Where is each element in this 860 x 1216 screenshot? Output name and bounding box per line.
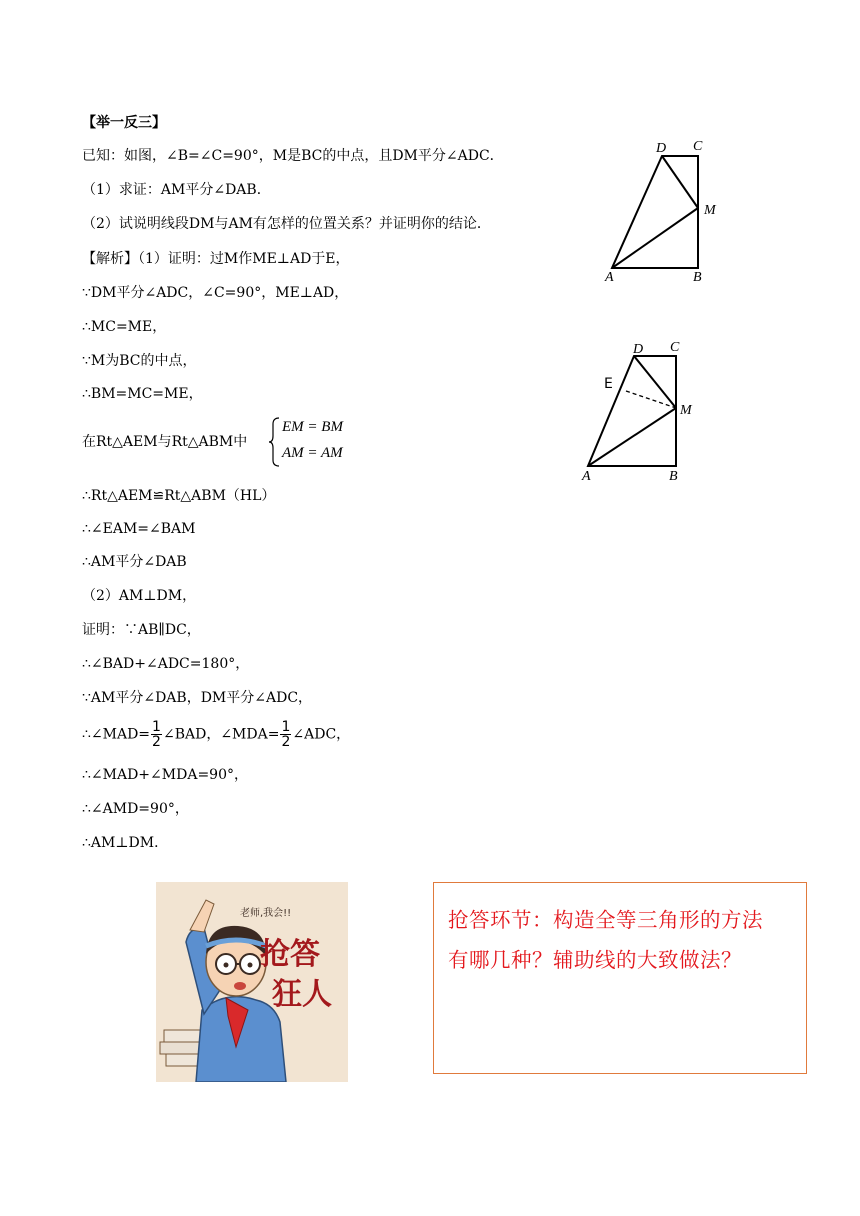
- fraction: [151, 720, 162, 749]
- section-heading: 【举一反三】: [82, 115, 166, 131]
- solution-line: ∴∠MAD+∠MDA=90°，: [82, 767, 248, 783]
- question-1: （1）求证：AM平分∠DAB．: [82, 182, 271, 198]
- solution-line: ∴∠EAM=∠BAM: [82, 521, 196, 537]
- solution-line: ∴∠BAD+∠ADC=180°，: [82, 656, 250, 672]
- label-b: B: [693, 270, 702, 285]
- solution-line-fraction: [82, 720, 350, 749]
- trapezoid-abcd: [588, 356, 676, 466]
- text-segment: ∴∠MAD=: [82, 726, 151, 743]
- label-d: D: [633, 342, 644, 357]
- cartoon-big-text-2: 狂人: [272, 977, 332, 1012]
- label-m: M: [704, 203, 716, 218]
- solution-line: ∵DM平分∠ADC，∠C=90°，ME⊥AD，: [82, 285, 349, 301]
- brace-icon: [268, 416, 282, 468]
- fraction-numerator: 1: [281, 719, 291, 735]
- solution-line: ∵M为BC的中点，: [82, 353, 197, 369]
- question-2: （2）试说明线段DM与AM有怎样的位置关系？并证明你的结论．: [82, 216, 491, 232]
- trapezoid-abcd: [612, 156, 698, 268]
- solution-line: ∴AM平分∠DAB: [82, 554, 187, 570]
- solution-line: 在Rt△AEM与Rt△ABM中: [82, 434, 248, 450]
- label-a: A: [582, 469, 591, 484]
- equation-2: AM = AM: [282, 445, 343, 461]
- cartoon-boy-icon: [156, 882, 348, 1082]
- problem-given: 已知：如图，∠B=∠C=90°，M是BC的中点，且DM平分∠ADC．: [82, 148, 504, 164]
- fraction-denominator: 2: [152, 734, 161, 750]
- solution-line: 【解析】（1）证明：过M作ME⊥AD于E，: [82, 251, 350, 267]
- answer-box-line-1: 抢答环节：构造全等三角形的方法: [448, 908, 763, 932]
- equation-system: [268, 416, 378, 468]
- label-c: C: [670, 340, 680, 355]
- geometry-figure-1: [600, 136, 730, 286]
- solution-line: ∴BM=MC=ME，: [82, 386, 203, 402]
- text-segment: ∠ADC，: [292, 726, 351, 743]
- label-e: E: [604, 376, 613, 392]
- solution-line: ∵AM平分∠DAB，DM平分∠ADC，: [82, 690, 313, 706]
- solution-line: ∴AM⊥DM．: [82, 835, 169, 851]
- fraction-denominator: 2: [281, 734, 291, 750]
- solution-line: （2）AM⊥DM，: [82, 588, 197, 604]
- solution-line: ∴∠AMD=90°，: [82, 801, 189, 817]
- label-c: C: [693, 139, 703, 154]
- quick-answer-box: [433, 882, 807, 1074]
- fraction-numerator: 1: [152, 719, 161, 735]
- solution-line: ∴Rt△AEM≌Rt△ABM（HL）: [82, 488, 276, 504]
- solution-line: 证明：∵AB∥DC，: [82, 622, 201, 638]
- text-segment: ∠BAD，∠MDA=: [162, 726, 280, 743]
- label-d: D: [656, 141, 667, 156]
- label-m: M: [680, 403, 692, 418]
- solution-line: ∴MC=ME，: [82, 319, 167, 335]
- fraction: [280, 720, 291, 749]
- label-b: B: [669, 469, 678, 484]
- cartoon-big-text-1: 抢答: [260, 937, 320, 972]
- cartoon-caption: 老师,我会!!: [240, 908, 292, 919]
- geometry-figure-2: [578, 336, 708, 486]
- equation-1: EM = BM: [282, 419, 343, 435]
- segment-dm: [662, 156, 698, 208]
- cartoon-illustration: [156, 882, 348, 1082]
- answer-box-line-2: 有哪几种？辅助线的大致做法？: [448, 948, 742, 972]
- label-a: A: [605, 270, 614, 285]
